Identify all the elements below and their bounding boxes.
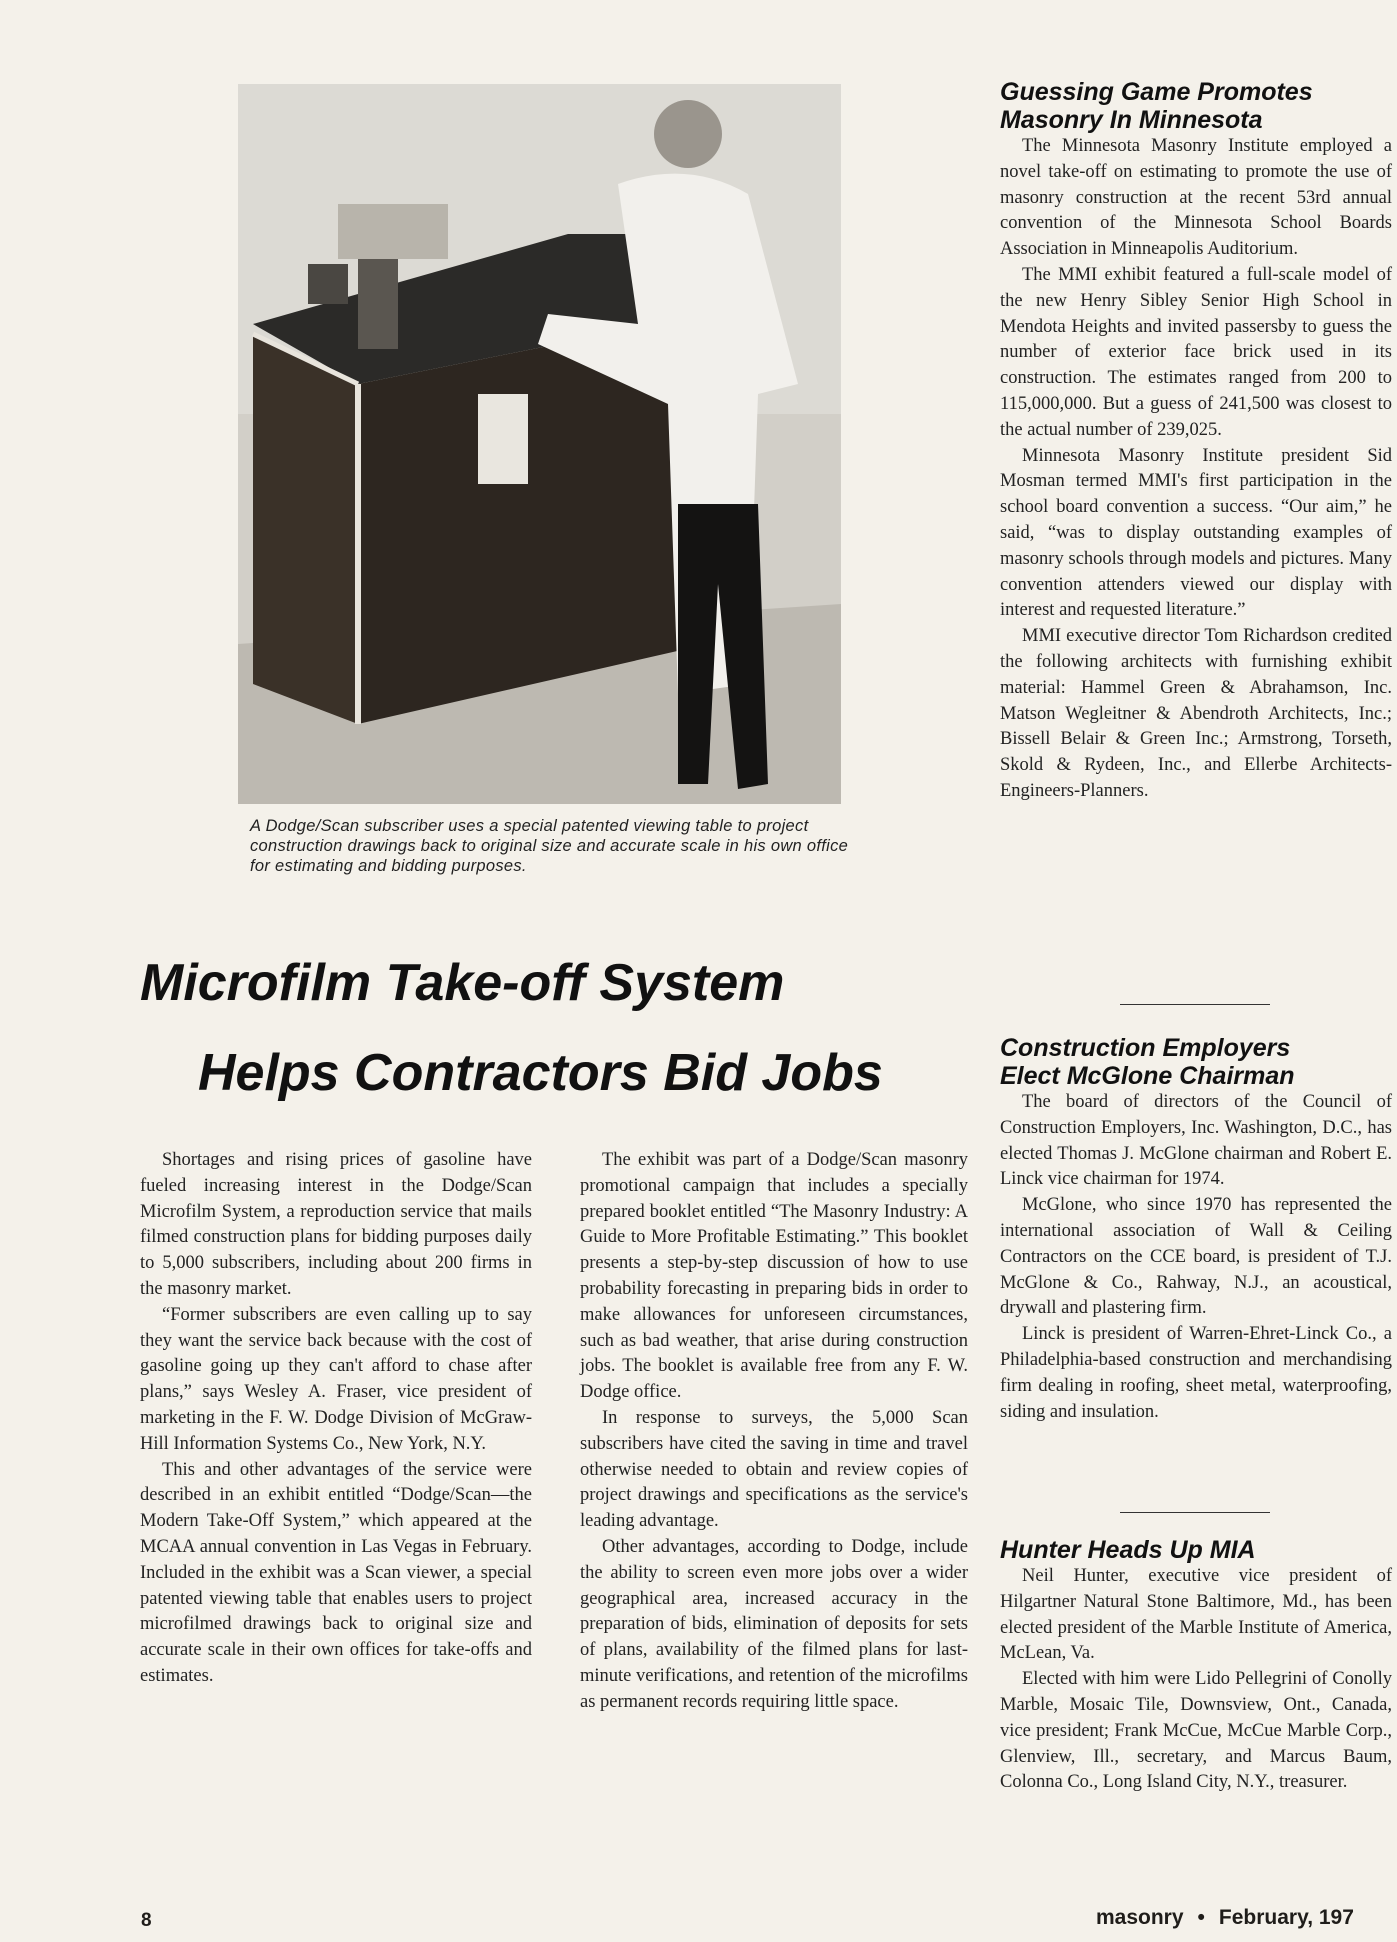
- paragraph: The Minnesota Masonry Institute employed a novel take-off on estimating to promote the use of masonry construction at the recent 53rd annual convention of the Minnesota School Boards Association in Minneapolis Auditorium.: [1000, 136, 1392, 260]
- paragraph: Linck is president of Warren-Ehret-Linck Co., a Philadelphia-based construction and merchandising firm dealing in roofing, sheet metal, waterproofing, siding and insulation.: [1000, 1324, 1392, 1422]
- paragraph: In response to surveys, the 5,000 Scan subscribers have cited the saving in time and travel otherwise needed to obtain and review copies of project drawings and specifications as the service's leading advantage.: [580, 1407, 968, 1532]
- sidebar-title-line-1: Construction Employers: [1000, 1034, 1291, 1062]
- paragraph: The MMI exhibit featured a full-scale model of the new Henry Sibley Senior High School in Mendota Heights and invited passersby to guess the number of exterior face brick used in its construction. The estimates ranged from 200 to 115,000,000. But a guess of 241,500 was closest to the actual number of 239,025.: [1000, 264, 1392, 440]
- issue-date: February, 197: [1218, 1906, 1354, 1929]
- paragraph: Shortages and rising prices of gasoline have fueled increasing interest in the Dodge/Scan Microfilm System, a reproduction service that mails filmed construction plans for bidding purposes daily to 5,000 subscribers, including about 200 firms in the masonry market.: [140, 1150, 532, 1299]
- page-number: 8: [141, 1910, 152, 1931]
- paragraph: Elected with him were Lido Pellegrini of Conolly Marble, Mosaic Tile, Downsview, Ont., Canada, vice president; Frank McCue, McCue Marble Corp., Glenview, Ill., secretary, and Marcus Baum, Colonna Co., Long Island City, N.Y., treasurer.: [1000, 1669, 1392, 1793]
- sidebar-body: [1000, 1564, 1392, 1796]
- sidebar-body: [1000, 1090, 1392, 1425]
- sidebar-title-line-2: Masonry In Minnesota: [1000, 106, 1263, 134]
- paragraph: Other advantages, according to Dodge, include the ability to screen even more jobs over a wider geographical area, increased accuracy in the preparation of bids, elimination of deposits for sets of plans, availability of the filmed plans for last-minute verifications, and retention of the microfilms as permanent records requiring little space.: [580, 1536, 968, 1712]
- main-headline-line-2: Helps Contractors Bid Jobs: [198, 1044, 883, 1102]
- main-article-column-2: [580, 1148, 968, 1716]
- page-footer: [1096, 1906, 1354, 1930]
- viewing-table-illustration: [238, 84, 841, 804]
- paragraph: McGlone, who since 1970 has represented the international association of Wall & Ceiling Contractors on the CCE board, is president of T.J. McGlone & Co., Rahway, N.J., an acoustical, drywall and plastering firm.: [1000, 1195, 1392, 1319]
- section-divider: [1120, 1004, 1270, 1005]
- paragraph: MMI executive director Tom Richardson credited the following architects with furnishing exhibit material: Hammel Green & Abrahamson, Inc. Matson Wegleitner & Abendroth Architects, Inc.; Bissell Belair & Green Inc.; Armstrong, Torseth, Skold & Rydeen, Inc., and Ellerbe Architects-Engineers-Planners.: [1000, 626, 1392, 801]
- paragraph: This and other advantages of the service were described in an exhibit entitled “Dodge/Scan—the Modern Take-Off System,” which appeared at the MCAA annual convention in Las Vegas in February. Included in the exhibit was a Scan viewer, a special patented viewing table that enables users to project microfilmed drawings back to original size and accurate scale in their own offices for take-offs and estimates.: [140, 1459, 532, 1686]
- publication-name: masonry: [1096, 1906, 1184, 1929]
- sidebar-title-line-1: Guessing Game Promotes: [1000, 78, 1313, 106]
- section-divider: [1120, 1512, 1270, 1513]
- sidebar-title-line-1: Hunter Heads Up MIA: [1000, 1536, 1256, 1564]
- paragraph: Minnesota Masonry Institute president Sid Mosman termed MMI's first participation in the school board convention a success. “Our aim,” he said, “was to display outstanding examples of masonry schools through models and pictures. Many convention attenders viewed our display with interest and requested literature.”: [1000, 445, 1392, 621]
- sidebar-title-line-2: Elect McGlone Chairman: [1000, 1062, 1295, 1090]
- paragraph: Neil Hunter, executive vice president of Hilgartner Natural Stone Baltimore, Md., has been elected president of the Marble Institute of America, McLean, Va.: [1000, 1566, 1392, 1664]
- bullet-separator: •: [1197, 1906, 1205, 1929]
- photo-caption: A Dodge/Scan subscriber uses a special patented viewing table to project construction drawings back to original size and accurate scale in his own office for estimating and bidding purposes.: [250, 817, 849, 875]
- sidebar-article-guessing-game: [1000, 78, 1392, 805]
- main-headline-line-1: Microfilm Take-off System: [140, 954, 785, 1012]
- paragraph: The exhibit was part of a Dodge/Scan masonry promotional campaign that includes a specially prepared booklet entitled “The Masonry Industry: A Guide to More Profitable Estimating.” This booklet presents a step-by-step discussion of how to use probability forecasting in preparing bids in order to make allowances for unforeseen circumstances, such as bad weather, that arise during construction jobs. The booklet is available free from any F. W. Dodge office.: [580, 1150, 968, 1403]
- paragraph: “Former subscribers are even calling up to say they want the service back because with the cost of gasoline going up they can't afford to chase after plans,” says Wesley A. Fraser, vice president of marketing in the F. W. Dodge Division of McGraw-Hill Information Systems Co., New York, N.Y.: [140, 1304, 532, 1454]
- sidebar-body: [1000, 134, 1392, 805]
- sidebar-article-construction-employers: [1000, 1034, 1392, 1425]
- sidebar-article-hunter-mia: [1000, 1536, 1392, 1796]
- main-article-column-1: [140, 1148, 532, 1690]
- paragraph: The board of directors of the Council of Construction Employers, Inc. Washington, D.C., has elected Thomas J. McGlone chairman and Robert E. Linck vice chairman for 1974.: [1000, 1092, 1392, 1190]
- article-photo: [238, 84, 841, 804]
